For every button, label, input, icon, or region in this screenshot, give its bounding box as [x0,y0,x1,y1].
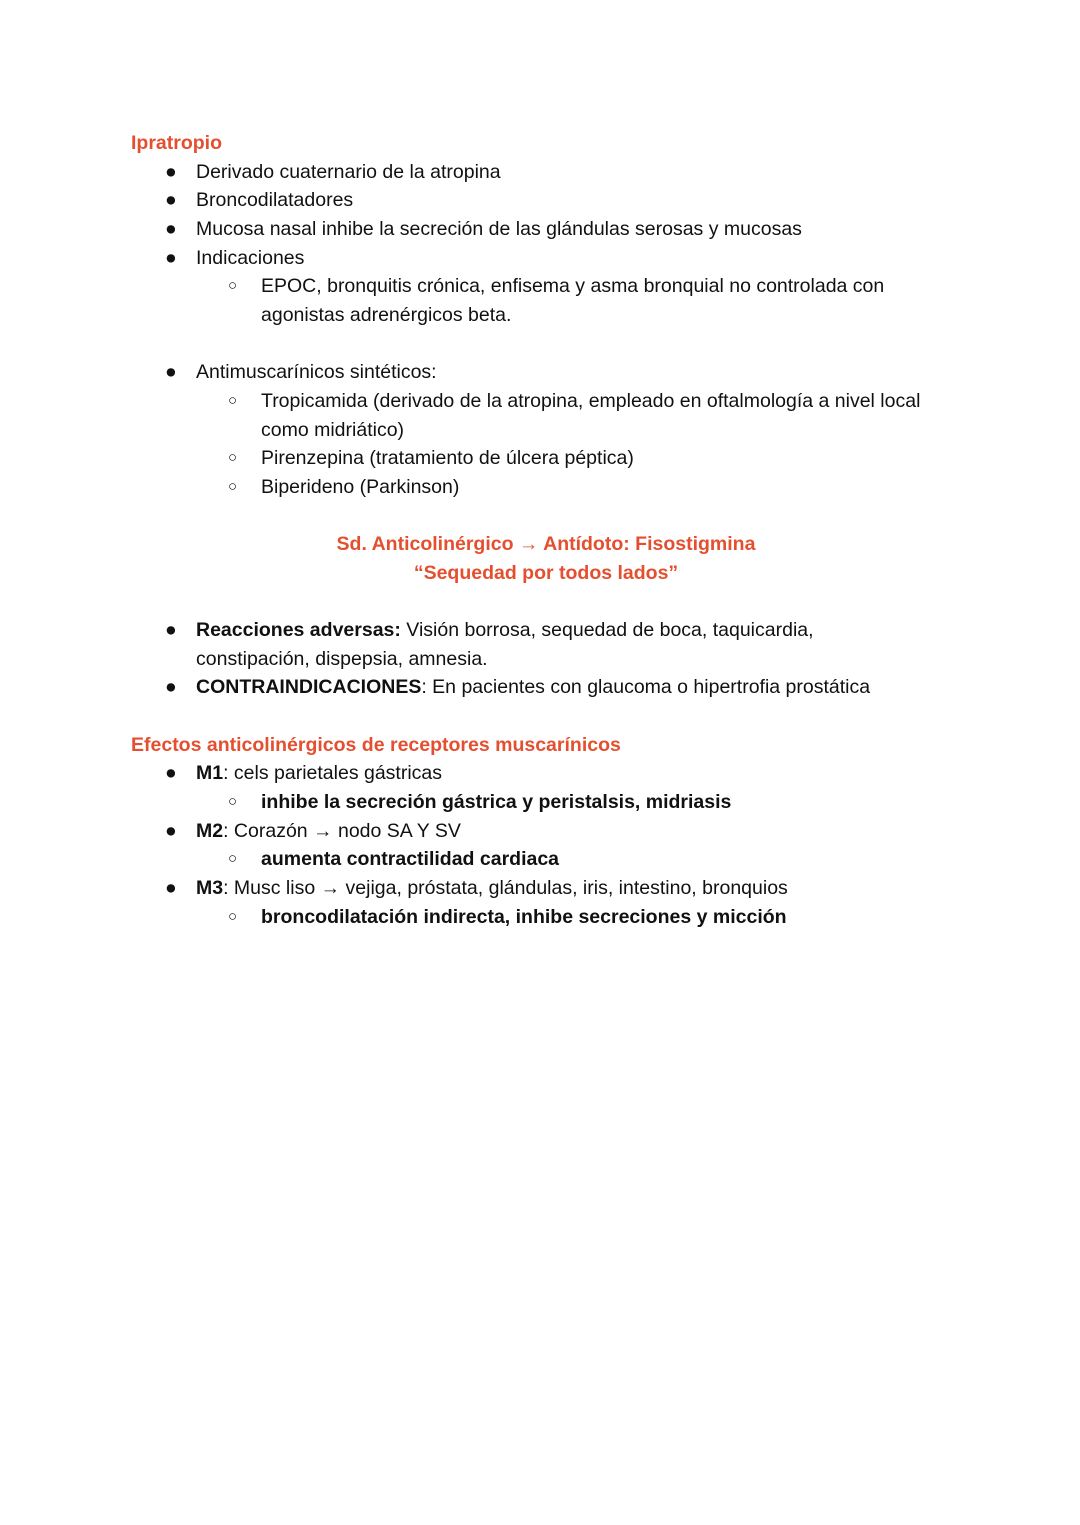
circle-bullet-icon: ○ [228,477,238,495]
sub-list-item: ○ Tropicamida (derivado de la atropina, empleado en oftalmología a nivel local como midriático) [131,387,921,444]
list-item: ● M2: Corazón → nodo SA Y SV [131,817,921,846]
list-item: ● CONTRAINDICACIONES: En pacientes con glaucoma o hipertrofia prostática [131,673,921,702]
bullet-icon: ● [165,619,177,642]
sub-list-item: ○ Biperideno (Parkinson) [131,473,921,502]
circle-bullet-icon: ○ [228,907,238,925]
bullet-icon: ● [165,819,177,842]
circle-bullet-icon: ○ [228,391,238,409]
antimuscarinicos-list [131,358,921,501]
adverse-list [131,616,921,702]
circle-bullet-icon: ○ [228,793,238,811]
list-item: ● M1: cels parietales gástricas [131,759,921,788]
section-title-efectos: Efectos anticolinérgicos de receptores muscarínicos [131,733,621,756]
circle-bullet-icon: ○ [228,850,238,868]
list-item: ● Mucosa nasal inhibe la secreción de las glándulas serosas y mucosas [131,215,921,244]
sub-list-item: ○ Pirenzepina (tratamiento de úlcera péptica) [131,444,921,473]
list-item: ● Indicaciones [131,244,921,273]
bullet-icon: ● [165,676,177,699]
bullet-icon: ● [165,217,177,240]
sub-list-item: ○ aumenta contractilidad cardiaca [131,845,921,874]
list-item: ● Reacciones adversas: Visión borrosa, sequedad de boca, taquicardia, constipación, dispepsia, amnesia. [131,616,921,673]
callout-antidote: Sd. Anticolinérgico → Antídoto: Fisostigmina [336,533,756,556]
bullet-icon: ● [165,160,177,183]
bullet-icon: ● [165,877,177,899]
bullet-icon: ● [165,189,177,212]
callout-quote: “Sequedad por todos lados” [413,561,679,584]
document-page [131,129,921,931]
circle-bullet-icon: ○ [228,449,238,467]
receptor-list [131,759,921,931]
section-title-ipratropio: Ipratropio [131,132,222,154]
bullet-icon: ● [165,762,177,785]
circle-bullet-icon: ○ [228,277,238,295]
list-item: ● Antimuscarínicos sintéticos: [131,358,921,387]
list-item: ● M3: Musc liso → vejiga, próstata, glándulas, iris, intestino, bronquios [131,874,921,903]
sub-list-item: ○ broncodilatación indirecta, inhibe secreciones y micción [131,903,921,932]
sub-list-item: ○ inhibe la secreción gástrica y peristalsis, midriasis [131,788,921,817]
bullet-icon: ● [165,361,177,384]
bullet-icon: ● [165,246,177,269]
list-item: ● Derivado cuaternario de la atropina [131,158,921,187]
ipratropio-list [131,158,921,330]
list-item: ● Broncodilatadores [131,186,921,215]
sub-list-item: ○ EPOC, bronquitis crónica, enfisema y asma bronquial no controlada con agonistas adrenérgicos beta. [131,272,921,329]
